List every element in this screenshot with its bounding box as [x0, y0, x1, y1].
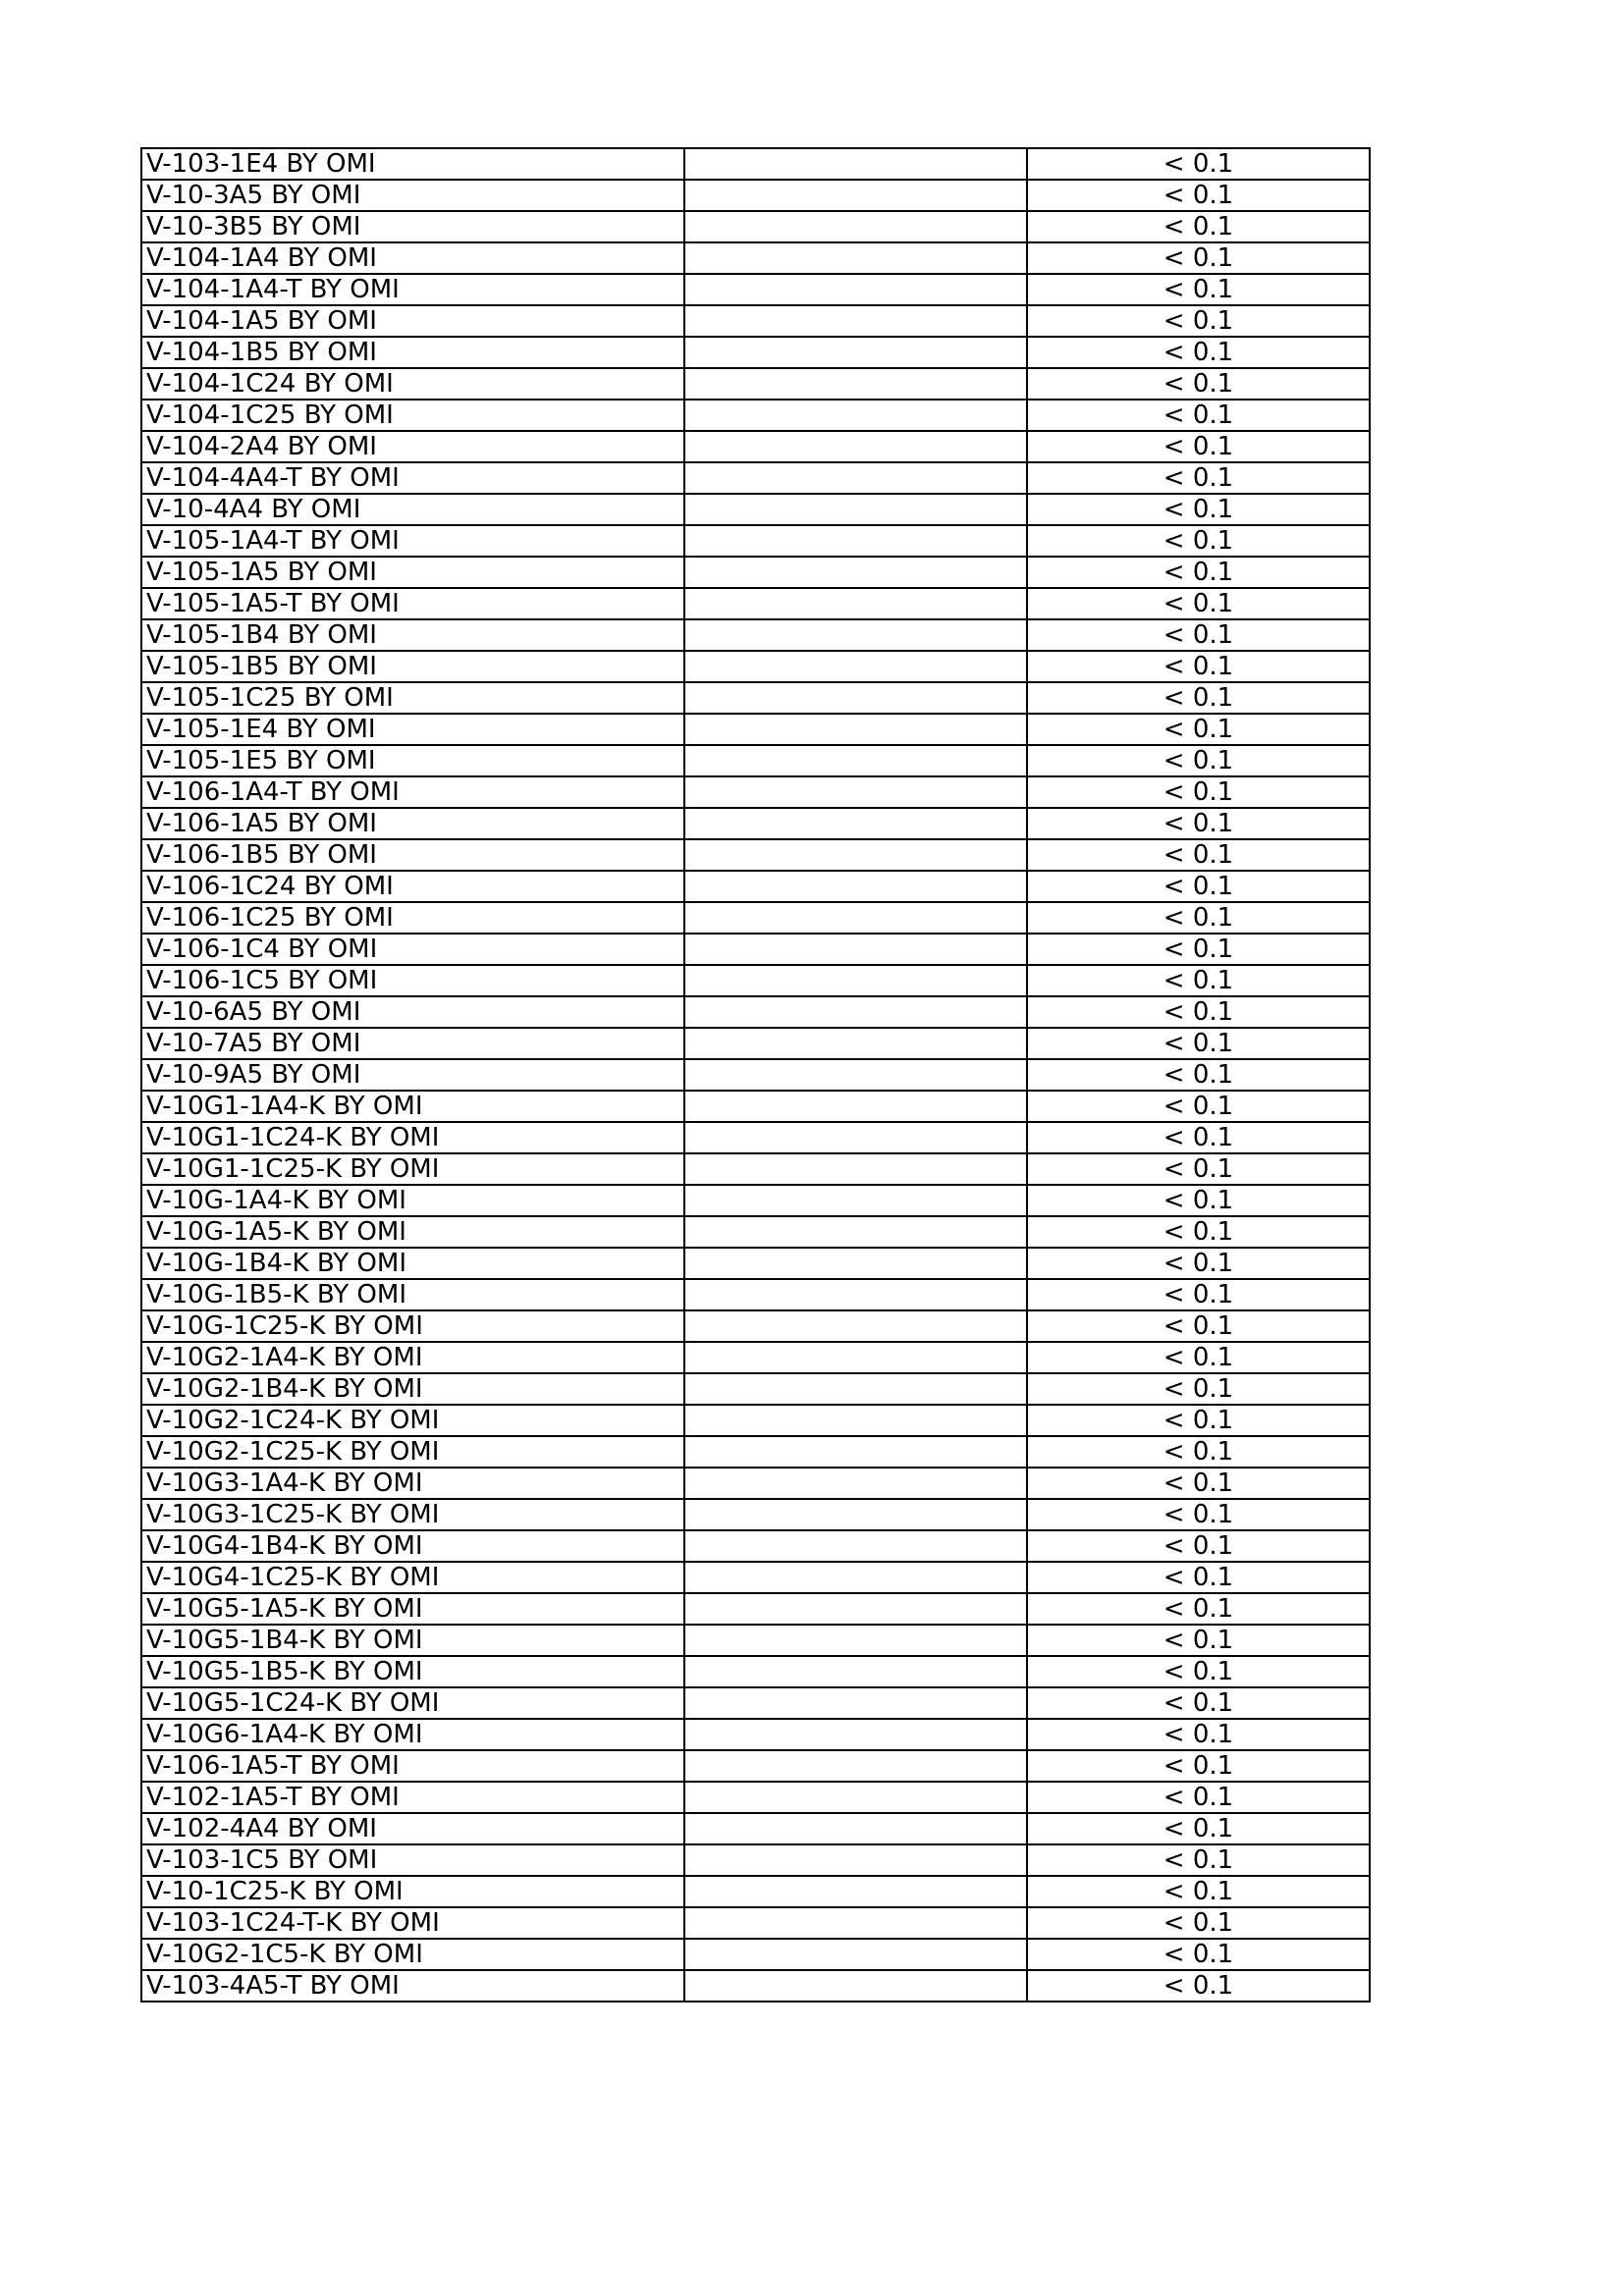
table-row [141, 651, 1370, 682]
cell-sample-name: V-10G3-1A4-K BY OMI [141, 1468, 684, 1499]
cell-sample-name: V-10G5-1B4-K BY OMI [141, 1625, 684, 1656]
cell-value: < 0.1 [1027, 619, 1370, 651]
cell-blank [684, 1970, 1027, 2002]
cell-value: < 0.1 [1027, 1719, 1370, 1750]
cell-blank [684, 525, 1027, 557]
table-row [141, 211, 1370, 242]
cell-sample-name: V-10-3B5 BY OMI [141, 211, 684, 242]
table-row [141, 714, 1370, 745]
cell-sample-name: V-10G-1B4-K BY OMI [141, 1248, 684, 1279]
table-row [141, 368, 1370, 400]
table-row [141, 776, 1370, 808]
cell-blank [684, 1122, 1027, 1153]
cell-sample-name: V-104-1C25 BY OMI [141, 400, 684, 431]
table-row [141, 431, 1370, 462]
cell-sample-name: V-10G2-1C5-K BY OMI [141, 1939, 684, 1970]
cell-sample-name: V-10G-1B5-K BY OMI [141, 1279, 684, 1310]
cell-value: < 0.1 [1027, 1876, 1370, 1907]
cell-blank [684, 1185, 1027, 1216]
cell-blank [684, 745, 1027, 776]
table-row [141, 1405, 1370, 1436]
cell-value: < 0.1 [1027, 871, 1370, 902]
table-row [141, 180, 1370, 211]
cell-value: < 0.1 [1027, 431, 1370, 462]
cell-blank [684, 1405, 1027, 1436]
cell-value: < 0.1 [1027, 1687, 1370, 1719]
cell-sample-name: V-10G1-1C25-K BY OMI [141, 1153, 684, 1185]
table-row [141, 1310, 1370, 1342]
cell-blank [684, 1844, 1027, 1876]
cell-blank [684, 682, 1027, 714]
table-row [141, 148, 1370, 180]
cell-value: < 0.1 [1027, 494, 1370, 525]
cell-sample-name: V-10G-1C25-K BY OMI [141, 1310, 684, 1342]
cell-value: < 0.1 [1027, 242, 1370, 274]
cell-value: < 0.1 [1027, 588, 1370, 619]
cell-value: < 0.1 [1027, 1091, 1370, 1122]
cell-blank [684, 588, 1027, 619]
table-row [141, 1279, 1370, 1310]
table-row [141, 1530, 1370, 1562]
table-row [141, 1782, 1370, 1813]
table-row [141, 1907, 1370, 1939]
cell-blank [684, 839, 1027, 871]
cell-value: < 0.1 [1027, 776, 1370, 808]
cell-value: < 0.1 [1027, 400, 1370, 431]
table-row [141, 745, 1370, 776]
cell-sample-name: V-10G-1A4-K BY OMI [141, 1185, 684, 1216]
cell-blank [684, 494, 1027, 525]
table-row [141, 462, 1370, 494]
table-row [141, 619, 1370, 651]
cell-value: < 0.1 [1027, 1185, 1370, 1216]
cell-blank [684, 996, 1027, 1028]
cell-sample-name: V-10G1-1A4-K BY OMI [141, 1091, 684, 1122]
cell-blank [684, 557, 1027, 588]
cell-sample-name: V-106-1B5 BY OMI [141, 839, 684, 871]
cell-value: < 0.1 [1027, 1028, 1370, 1059]
cell-value: < 0.1 [1027, 1750, 1370, 1782]
cell-value: < 0.1 [1027, 1153, 1370, 1185]
cell-value: < 0.1 [1027, 651, 1370, 682]
cell-value: < 0.1 [1027, 1970, 1370, 2002]
cell-sample-name: V-10-1C25-K BY OMI [141, 1876, 684, 1907]
cell-value: < 0.1 [1027, 1373, 1370, 1405]
cell-sample-name: V-10G6-1A4-K BY OMI [141, 1719, 684, 1750]
table-row [141, 1562, 1370, 1593]
cell-sample-name: V-105-1A4-T BY OMI [141, 525, 684, 557]
cell-value: < 0.1 [1027, 1562, 1370, 1593]
table-row [141, 934, 1370, 965]
table-row [141, 1153, 1370, 1185]
table-row [141, 1750, 1370, 1782]
table-body [141, 148, 1370, 2002]
cell-blank [684, 274, 1027, 305]
table-row [141, 1499, 1370, 1530]
cell-value: < 0.1 [1027, 1405, 1370, 1436]
cell-value: < 0.1 [1027, 1248, 1370, 1279]
cell-sample-name: V-104-4A4-T BY OMI [141, 462, 684, 494]
cell-blank [684, 1499, 1027, 1530]
cell-sample-name: V-104-2A4 BY OMI [141, 431, 684, 462]
cell-sample-name: V-10G4-1C25-K BY OMI [141, 1562, 684, 1593]
cell-value: < 0.1 [1027, 148, 1370, 180]
cell-value: < 0.1 [1027, 274, 1370, 305]
cell-value: < 0.1 [1027, 1310, 1370, 1342]
cell-blank [684, 1248, 1027, 1279]
cell-value: < 0.1 [1027, 1530, 1370, 1562]
cell-value: < 0.1 [1027, 337, 1370, 368]
cell-sample-name: V-105-1A5-T BY OMI [141, 588, 684, 619]
cell-blank [684, 305, 1027, 337]
cell-blank [684, 1028, 1027, 1059]
cell-blank [684, 1625, 1027, 1656]
table-row [141, 1059, 1370, 1091]
cell-sample-name: V-105-1C25 BY OMI [141, 682, 684, 714]
cell-blank [684, 965, 1027, 996]
table-row [141, 1248, 1370, 1279]
table-row [141, 682, 1370, 714]
table-row [141, 808, 1370, 839]
cell-sample-name: V-106-1C5 BY OMI [141, 965, 684, 996]
cell-value: < 0.1 [1027, 305, 1370, 337]
cell-blank [684, 1342, 1027, 1373]
cell-value: < 0.1 [1027, 1216, 1370, 1248]
cell-sample-name: V-104-1C24 BY OMI [141, 368, 684, 400]
table-row [141, 839, 1370, 871]
cell-sample-name: V-10G2-1C25-K BY OMI [141, 1436, 684, 1468]
cell-blank [684, 902, 1027, 934]
cell-blank [684, 1216, 1027, 1248]
cell-value: < 0.1 [1027, 1625, 1370, 1656]
cell-sample-name: V-105-1E5 BY OMI [141, 745, 684, 776]
cell-sample-name: V-106-1A4-T BY OMI [141, 776, 684, 808]
cell-value: < 0.1 [1027, 1907, 1370, 1939]
cell-value: < 0.1 [1027, 1939, 1370, 1970]
cell-sample-name: V-104-1A4-T BY OMI [141, 274, 684, 305]
cell-value: < 0.1 [1027, 1436, 1370, 1468]
table-row [141, 400, 1370, 431]
cell-sample-name: V-10G5-1C24-K BY OMI [141, 1687, 684, 1719]
cell-sample-name: V-10-3A5 BY OMI [141, 180, 684, 211]
cell-blank [684, 871, 1027, 902]
cell-sample-name: V-10G5-1A5-K BY OMI [141, 1593, 684, 1625]
cell-value: < 0.1 [1027, 965, 1370, 996]
cell-value: < 0.1 [1027, 902, 1370, 934]
cell-sample-name: V-106-1A5 BY OMI [141, 808, 684, 839]
table-row [141, 1468, 1370, 1499]
cell-sample-name: V-10G2-1A4-K BY OMI [141, 1342, 684, 1373]
cell-blank [684, 1091, 1027, 1122]
cell-sample-name: V-10G3-1C25-K BY OMI [141, 1499, 684, 1530]
table-row [141, 1687, 1370, 1719]
cell-value: < 0.1 [1027, 934, 1370, 965]
cell-sample-name: V-10G-1A5-K BY OMI [141, 1216, 684, 1248]
cell-blank [684, 1468, 1027, 1499]
cell-value: < 0.1 [1027, 745, 1370, 776]
cell-value: < 0.1 [1027, 714, 1370, 745]
table-row [141, 242, 1370, 274]
cell-blank [684, 1310, 1027, 1342]
table-row [141, 274, 1370, 305]
cell-blank [684, 148, 1027, 180]
table-row [141, 1028, 1370, 1059]
cell-value: < 0.1 [1027, 1499, 1370, 1530]
cell-blank [684, 1876, 1027, 1907]
table-row [141, 1970, 1370, 2002]
cell-blank [684, 1530, 1027, 1562]
cell-sample-name: V-106-1C25 BY OMI [141, 902, 684, 934]
cell-value: < 0.1 [1027, 682, 1370, 714]
cell-blank [684, 368, 1027, 400]
table-row [141, 1436, 1370, 1468]
table-row [141, 557, 1370, 588]
table-row [141, 1813, 1370, 1844]
cell-sample-name: V-105-1B4 BY OMI [141, 619, 684, 651]
cell-blank [684, 808, 1027, 839]
cell-blank [684, 400, 1027, 431]
cell-value: < 0.1 [1027, 462, 1370, 494]
cell-sample-name: V-105-1B5 BY OMI [141, 651, 684, 682]
cell-value: < 0.1 [1027, 211, 1370, 242]
cell-sample-name: V-104-1A5 BY OMI [141, 305, 684, 337]
cell-blank [684, 180, 1027, 211]
cell-value: < 0.1 [1027, 1342, 1370, 1373]
cell-value: < 0.1 [1027, 525, 1370, 557]
cell-value: < 0.1 [1027, 996, 1370, 1028]
cell-blank [684, 651, 1027, 682]
cell-blank [684, 1656, 1027, 1687]
table-row [141, 1342, 1370, 1373]
table-row [141, 902, 1370, 934]
cell-sample-name: V-10G1-1C24-K BY OMI [141, 1122, 684, 1153]
table-row [141, 1719, 1370, 1750]
table-row [141, 1844, 1370, 1876]
table-row [141, 996, 1370, 1028]
cell-sample-name: V-10G4-1B4-K BY OMI [141, 1530, 684, 1562]
cell-sample-name: V-10G2-1C24-K BY OMI [141, 1405, 684, 1436]
cell-sample-name: V-103-1C5 BY OMI [141, 1844, 684, 1876]
cell-value: < 0.1 [1027, 1468, 1370, 1499]
cell-value: < 0.1 [1027, 1059, 1370, 1091]
cell-value: < 0.1 [1027, 808, 1370, 839]
cell-value: < 0.1 [1027, 1844, 1370, 1876]
cell-blank [684, 1687, 1027, 1719]
cell-value: < 0.1 [1027, 839, 1370, 871]
table-row [141, 1216, 1370, 1248]
cell-sample-name: V-102-1A5-T BY OMI [141, 1782, 684, 1813]
table-row [141, 1625, 1370, 1656]
table-row [141, 1656, 1370, 1687]
cell-blank [684, 1939, 1027, 1970]
cell-blank [684, 776, 1027, 808]
cell-blank [684, 1153, 1027, 1185]
cell-blank [684, 934, 1027, 965]
cell-sample-name: V-103-1C24-T-K BY OMI [141, 1907, 684, 1939]
table-row [141, 965, 1370, 996]
cell-blank [684, 337, 1027, 368]
table-row [141, 871, 1370, 902]
cell-blank [684, 1279, 1027, 1310]
cell-blank [684, 211, 1027, 242]
cell-blank [684, 1436, 1027, 1468]
table-row [141, 525, 1370, 557]
cell-blank [684, 431, 1027, 462]
table-row [141, 1876, 1370, 1907]
table-row [141, 1122, 1370, 1153]
cell-value: < 0.1 [1027, 1122, 1370, 1153]
cell-blank [684, 619, 1027, 651]
cell-blank [684, 1907, 1027, 1939]
cell-sample-name: V-10-7A5 BY OMI [141, 1028, 684, 1059]
cell-value: < 0.1 [1027, 1279, 1370, 1310]
table-row [141, 1373, 1370, 1405]
cell-blank [684, 1782, 1027, 1813]
table-row [141, 305, 1370, 337]
cell-sample-name: V-105-1A5 BY OMI [141, 557, 684, 588]
cell-sample-name: V-10-9A5 BY OMI [141, 1059, 684, 1091]
cell-blank [684, 714, 1027, 745]
table-row [141, 1091, 1370, 1122]
cell-value: < 0.1 [1027, 1593, 1370, 1625]
cell-blank [684, 1813, 1027, 1844]
cell-blank [684, 1593, 1027, 1625]
cell-sample-name: V-104-1A4 BY OMI [141, 242, 684, 274]
table-row [141, 1593, 1370, 1625]
cell-sample-name: V-102-4A4 BY OMI [141, 1813, 684, 1844]
cell-sample-name: V-10G2-1B4-K BY OMI [141, 1373, 684, 1405]
cell-blank [684, 1719, 1027, 1750]
cell-value: < 0.1 [1027, 1782, 1370, 1813]
cell-sample-name: V-104-1B5 BY OMI [141, 337, 684, 368]
cell-sample-name: V-10-6A5 BY OMI [141, 996, 684, 1028]
cell-blank [684, 242, 1027, 274]
cell-blank [684, 1562, 1027, 1593]
cell-sample-name: V-103-1E4 BY OMI [141, 148, 684, 180]
cell-value: < 0.1 [1027, 1813, 1370, 1844]
table-row [141, 337, 1370, 368]
cell-blank [684, 1373, 1027, 1405]
cell-blank [684, 462, 1027, 494]
cell-sample-name: V-106-1A5-T BY OMI [141, 1750, 684, 1782]
table-row [141, 1939, 1370, 1970]
table-row [141, 494, 1370, 525]
cell-value: < 0.1 [1027, 557, 1370, 588]
cell-value: < 0.1 [1027, 180, 1370, 211]
cell-blank [684, 1750, 1027, 1782]
table-row [141, 588, 1370, 619]
cell-sample-name: V-103-4A5-T BY OMI [141, 1970, 684, 2002]
cell-sample-name: V-10-4A4 BY OMI [141, 494, 684, 525]
cell-sample-name: V-106-1C24 BY OMI [141, 871, 684, 902]
cell-sample-name: V-106-1C4 BY OMI [141, 934, 684, 965]
table-row [141, 1185, 1370, 1216]
cell-sample-name: V-10G5-1B5-K BY OMI [141, 1656, 684, 1687]
cell-blank [684, 1059, 1027, 1091]
cell-value: < 0.1 [1027, 368, 1370, 400]
data-table [140, 147, 1371, 2002]
cell-sample-name: V-105-1E4 BY OMI [141, 714, 684, 745]
cell-value: < 0.1 [1027, 1656, 1370, 1687]
